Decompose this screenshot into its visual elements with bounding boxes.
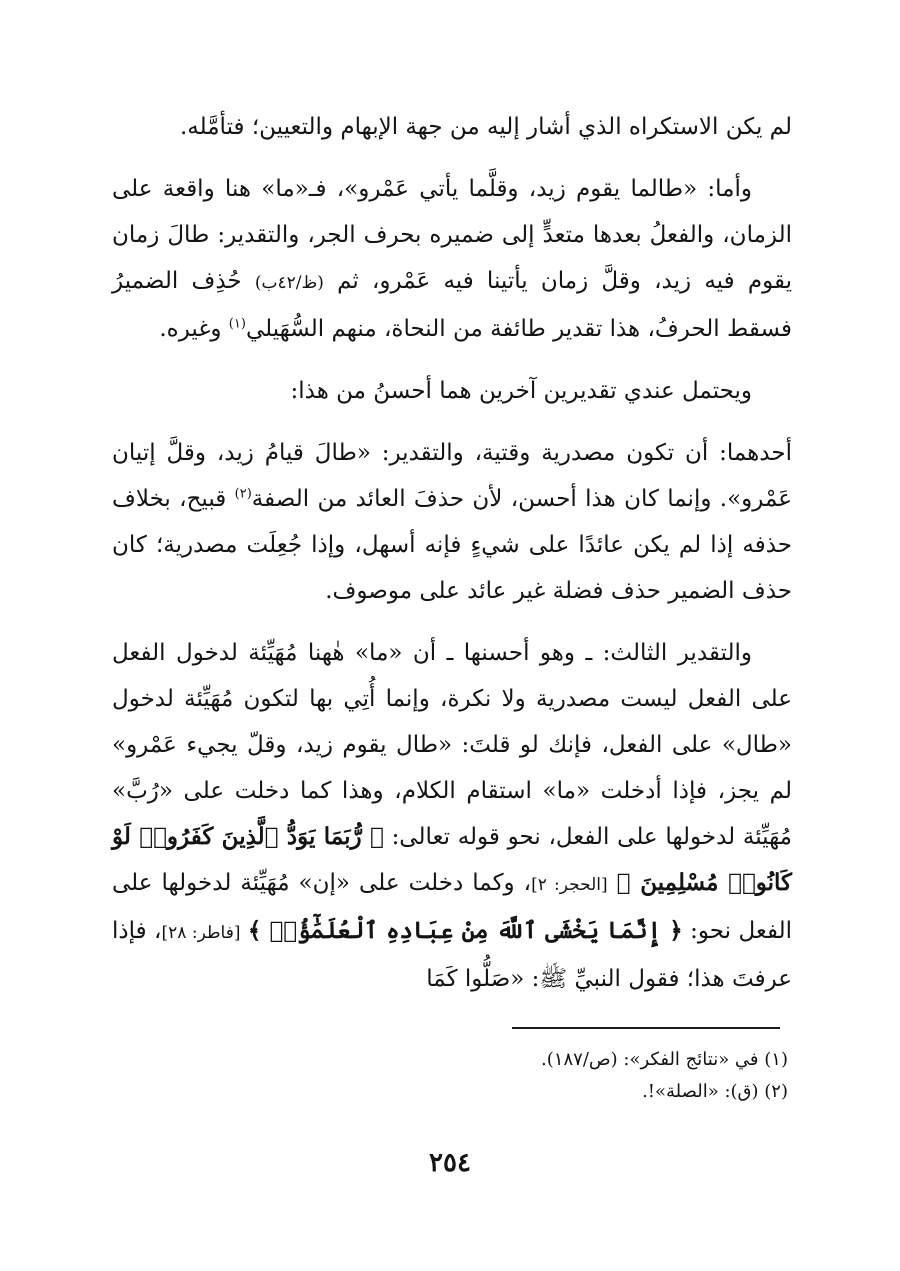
paragraph-5-text-a: والتقدير الثالث: ـ وهو أحسنها ـ أن «ما» هٰهنا مُهَيِّئة لدخول الفعل على الفعل ليست مصدرية ولا نكرة، وإنما أُتِي بها لتكون مُهَيِّئة لدخول «طال» على الفعل، فإنك لو قلتَ: «طال يقوم زيد، وقلّ يجيء عَمْرو» لم يجز، فإذا أدخلت «ما» استقام الكلام، وهذا كما دخلت على «رُبَّ» مُهَيِّئة لدخولها على الفعل، نحو قوله تعالى:: [112, 640, 792, 850]
paragraph-4: [112, 430, 792, 614]
paragraph-2-text-a: وأما: «طالما يقوم زيد، وقلَّما يأتي عَمْرو»، فـ«ما» هنا واقعة على الزمان، والفعلُ بعدها متعدٍّ إلى ضميره بحرف الجر، والتقدير: طالَ زمان يقوم فيه زيد، وقلَّ زمان يأتينا فيه عَمْرو، ثم: [112, 176, 792, 294]
verse-reference-1: [الحجر: ٢]: [531, 875, 608, 895]
footnote-2: (٢) (ق): «الصلة»!.: [642, 1081, 788, 1102]
footnote-marker-2: (٢): [234, 486, 252, 502]
paragraph-3: ويحتمل عندي تقديرين آخرين هما أحسنُ من هذا:: [290, 378, 752, 404]
verse-reference-2: [فاطر: ٢٨]: [161, 923, 241, 943]
paragraph-1: لم يكن الاستكراه الذي أشار إليه من جهة الإبهام والتعيين؛ فتأمَّله.: [179, 114, 792, 140]
quran-verse-1: ﴿ رُّبَمَا يَوَدُّ ٱلَّذِينَ كَفَرُوا۟ لَوْ كَانُوا۟ مُسْلِمِينَ ﴾: [112, 823, 792, 896]
footnote-1: (١) في «نتائج الفكر»: (ص/١٨٧).: [541, 1049, 788, 1070]
quran-verse-2: ﴿ إِنَّمَا يَخْشَى ٱللَّهَ مِنْ عِبَادِهِ ٱلْعُلَمَٰٓؤُا۟ ﴾: [247, 917, 683, 944]
paragraph-4-text-a: أحدهما: أن تكون مصدرية وقتية، والتقدير: «طالَ قيامُ زيد، وقلَّ إتيان عَمْرو». وإنما كان هذا أحسن، لأن حذفَ العائد من الصفة: [112, 440, 792, 512]
manuscript-folio-reference: (ظ/٤٢ب): [254, 273, 324, 293]
paragraph-5-text-b: ، وكما دخلت على «إن» مُهَيِّئة لدخولها على الفعل نحو:: [112, 870, 792, 944]
footnote-separator: [512, 1027, 780, 1029]
paragraph-4-text-b: قبيح، بخلاف حذفه إذا لم يكن عائدًا على شيءٍ فإنه أسهل، وإذا جُعِلَت مصدرية؛ كان حذف الضمير حذف فضلة غير عائد على موصوف.: [112, 486, 792, 604]
paragraph-5-text-c: ، فإذا عرفتَ هذا؛ فقول النبيِّ ﷺ: «صَلُّوا كَمَا: [112, 918, 792, 992]
paragraph-2-text-c: وغيره.: [159, 316, 222, 342]
footnote-marker-1: (١): [228, 316, 246, 332]
paragraph-2: [112, 166, 792, 352]
paragraph-2-text-b: حُذِف الضميرُ فسقط الحرفُ، هذا تقدير طائفة من النحاة، منهم السُّهَيلي: [112, 268, 792, 342]
page-number: ٢٥٤: [429, 1148, 471, 1178]
paragraph-5: [112, 630, 792, 1002]
footnotes: [420, 1044, 788, 1108]
main-text: [112, 104, 792, 1002]
